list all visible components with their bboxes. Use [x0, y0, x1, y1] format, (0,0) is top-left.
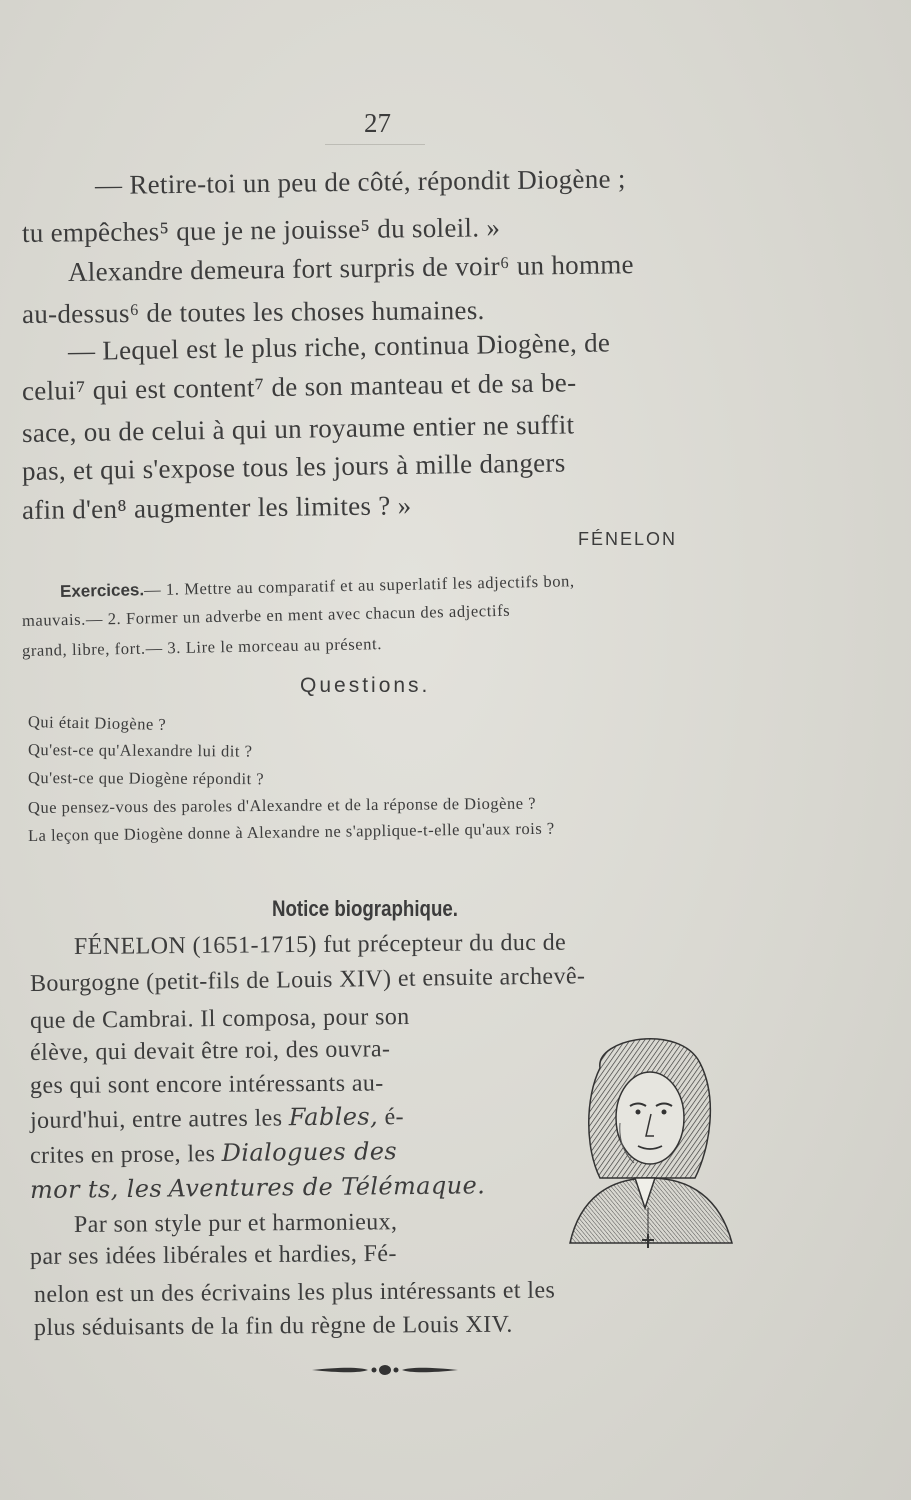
questions-title: Questions.	[300, 674, 431, 697]
header-rule	[325, 144, 425, 145]
portrait-icon	[560, 1028, 740, 1258]
question-4: Que pensez-vous des paroles d'Alexandre et de la réponse de Diogène ?	[27, 793, 537, 817]
question-3: Qu'est-ce que Diogène répondit ?	[27, 768, 265, 789]
bio-line-11: nelon est un des écrivains les plus intéressants et les	[33, 1277, 556, 1308]
text-line-4: au-dessus⁶ de toutes les choses humaines.	[21, 294, 485, 329]
title-aventures: Aventures de Télémaque.	[168, 1171, 486, 1203]
bio-line-10: par ses idées libérales et hardies, Fé-	[29, 1240, 397, 1270]
bio-line-8: mor ts, les Aventures de Télémaque.	[29, 1171, 486, 1204]
question-1: Qui était Diogène ?	[27, 712, 167, 734]
exercises-label: Exercices.	[59, 580, 145, 601]
bio-line-2: Bourgogne (petit-fils de Louis XIV) et ensuite archevê-	[29, 963, 586, 997]
bio-line-4: élève, qui devait être roi, des ouvra-	[29, 1036, 391, 1066]
text-line-5: — Lequel est le plus riche, continua Diogène, de	[67, 327, 611, 366]
text-line-6: celui⁷ qui est content⁷ de son manteau et de sa be-	[21, 367, 577, 406]
text-line-1: — Retire-toi un peu de côté, répondit Diogène ;	[94, 163, 626, 200]
bio-line-12: plus séduisants de la fin du règne de Louis XIV.	[33, 1311, 513, 1341]
text-line-3: Alexandre demeura fort surpris de voir⁶ un homme	[67, 249, 635, 287]
question-2: Qu'est-ce qu'Alexandre lui dit ?	[27, 740, 253, 761]
bio-line-3: que de Cambrai. Il composa, pour son	[29, 1004, 410, 1034]
exercises-line-2: mauvais.— 2. Former un adverbe en ment avec chacun des adjectifs	[21, 600, 511, 630]
text-line-8: pas, et qui s'expose tous les jours à mille dangers	[21, 447, 566, 486]
text-line-9: afin d'en⁸ augmenter les limites ? »	[21, 490, 412, 525]
title-dialogues: Dialogues des	[221, 1137, 398, 1167]
text-line-2: tu empêches⁵ que je ne jouisse⁵ du soleil. »	[21, 212, 501, 248]
title-fables: Fables,	[288, 1102, 379, 1132]
page-number: 27	[364, 108, 391, 138]
bio-line-5: ges qui sont encore intéressants au-	[29, 1070, 384, 1099]
exercises-line-1: Exercices.— 1. Mettre au comparatif et au superlatif les adjectifs bon,	[59, 571, 575, 601]
question-5: La leçon que Diogène donne à Alexandre ne s'applique-t-elle qu'aux rois ?	[27, 818, 555, 845]
author-signature: FÉNELON	[578, 529, 678, 549]
exercises-line-3: grand, libre, fort.— 3. Lire le morceau au présent.	[21, 634, 383, 660]
notice-title: Notice biographique.	[272, 896, 458, 921]
text-line-7: sace, ou de celui à qui un royaume entier ne suffit	[21, 409, 575, 448]
bio-line-6: jourd'hui, entre autres les Fables, é-	[29, 1102, 405, 1134]
bio-line-7: crites en prose, les Dialogues des	[29, 1137, 398, 1169]
ornament-icon	[310, 1363, 460, 1377]
bio-line-9: Par son style pur et harmonieux,	[73, 1209, 398, 1238]
bio-line-1: FÉNELON (1651-1715) fut précepteur du duc de	[73, 929, 567, 960]
